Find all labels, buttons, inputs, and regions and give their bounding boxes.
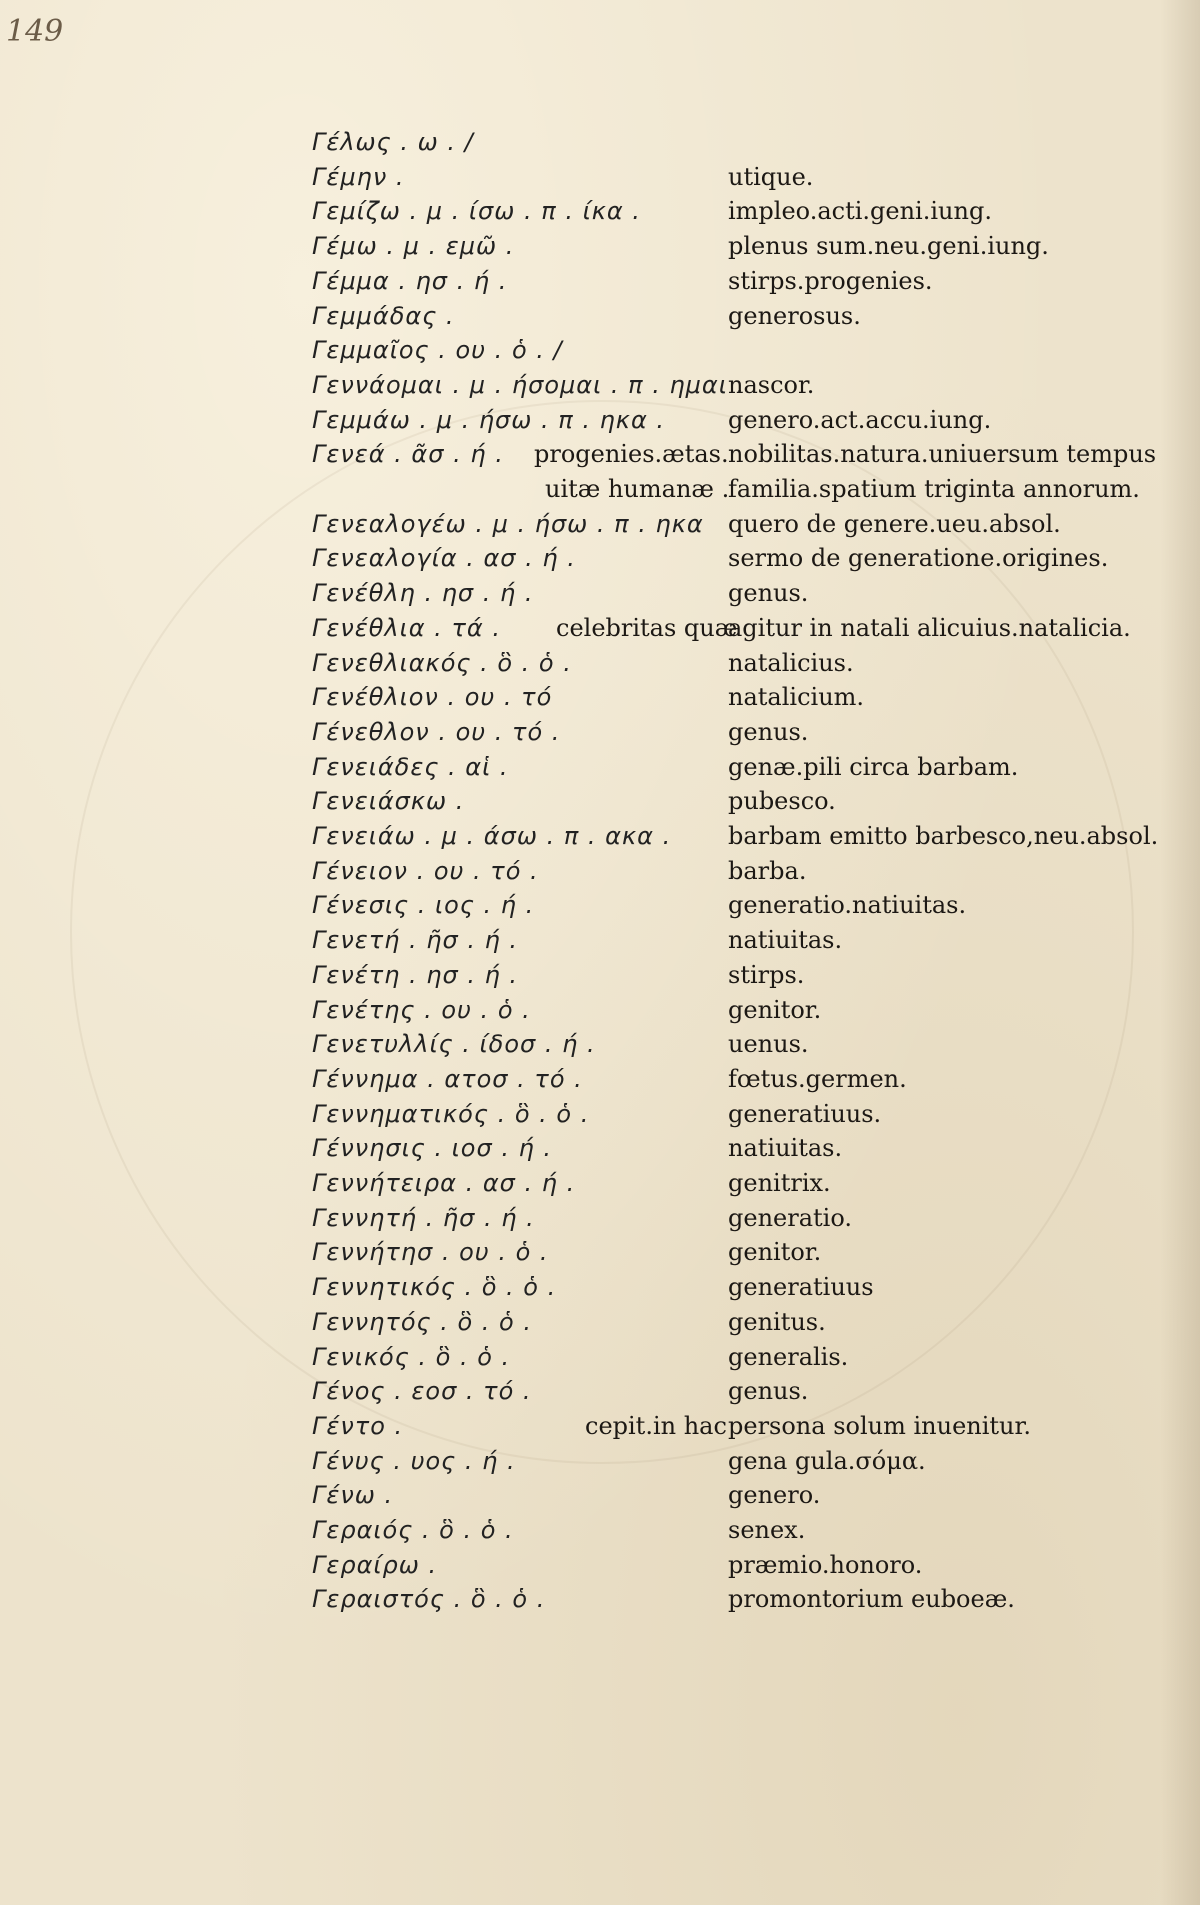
dictionary-entry [0,926,1200,961]
greek-headword: Γενέθλιον . ου . τό [312,683,553,711]
greek-headword: Γένος . εοσ . τό . [312,1377,532,1405]
dictionary-entry [0,128,1200,163]
dictionary-entry [0,753,1200,788]
latin-gloss: uenus. [728,1030,809,1058]
latin-gloss: generatiuus. [728,1100,882,1128]
latin-gloss: generatio.natiuitas. [728,891,967,919]
dictionary-entry [0,544,1200,579]
greek-headword: Γενεθλιακός . ὃ . ὁ . [312,649,572,677]
greek-headword: Γενεαλογία . ασ . ή . [312,544,576,572]
latin-gloss: genus. [728,718,809,746]
greek-headword: Γεμμάδας . [312,302,455,330]
dictionary-entry [0,406,1200,441]
greek-headword: Γέμω . μ . εμῶ . [312,232,515,260]
dictionary-entry [0,683,1200,718]
dictionary-entry [0,1238,1200,1273]
latin-gloss: persona solum inuenitur. [728,1412,1031,1440]
greek-headword: Γένυς . υος . ή . [312,1447,516,1475]
greek-headword: Γέντο . [312,1412,404,1440]
latin-gloss: genitor. [728,1238,822,1266]
greek-headword: Γέννησις . ιοσ . ή . [312,1134,553,1162]
greek-headword: Γέννημα . ατοσ . τό . [312,1065,583,1093]
greek-headword: Γεννήτειρα . ασ . ή . [312,1169,576,1197]
greek-headword: Γέλως . ω . / [312,128,474,156]
dictionary-entry [0,510,1200,545]
latin-gloss: natalicium. [728,683,865,711]
latin-gloss: quero de genere.ueu.absol. [728,510,1061,538]
dictionary-entry [0,1134,1200,1169]
dictionary-entry [0,232,1200,267]
dictionary-entry [0,1308,1200,1343]
dictionary-entry [0,857,1200,892]
latin-gloss: natiuitas. [728,1134,843,1162]
latin-gloss: utique. [728,163,814,191]
latin-gloss: genitrix. [728,1169,831,1197]
latin-gloss: genitor. [728,996,822,1024]
dictionary-entry [0,1481,1200,1516]
latin-gloss: impleo.acti.geni.iung. [728,197,992,225]
latin-gloss: genus. [728,579,809,607]
latin-gloss: generalis. [728,1343,849,1371]
latin-gloss: genero. [728,1481,821,1509]
greek-headword: Γενέτης . ου . ὁ . [312,996,531,1024]
folio-number: 149 [6,14,64,49]
greek-headword: Γενειάδες . αἱ . [312,753,509,781]
greek-headword: Γεμμάω . μ . ήσω . π . ηκα . [312,406,666,434]
latin-gloss: barba. [728,857,807,885]
dictionary-entry [0,579,1200,614]
dictionary-entry [0,718,1200,753]
latin-gloss: stirps.progenies. [728,267,933,295]
greek-headword: Γεννηματικός . ὃ . ὁ . [312,1100,590,1128]
latin-gloss: genæ.pili circa barbam. [728,753,1019,781]
greek-headword: Γέμμα . ησ . ή . [312,267,508,295]
latin-gloss: gena gula.σόμα. [728,1447,926,1475]
dictionary-entry [0,267,1200,302]
latin-gloss: plenus sum.neu.geni.iung. [728,232,1049,260]
latin-gloss: generatiuus [728,1273,874,1301]
latin-gloss: natiuitas. [728,926,843,954]
latin-gloss: senex. [728,1516,806,1544]
latin-gloss: generosus. [728,302,861,330]
dictionary-entry [0,440,1200,475]
dictionary-entry [0,822,1200,857]
greek-headword: Γενειάω . μ . άσω . π . ακα . [312,822,672,850]
latin-gloss: sermo de generatione.origines. [728,544,1109,572]
latin-gloss: genus. [728,1377,809,1405]
dictionary-entry [0,1169,1200,1204]
dictionary-entry [0,891,1200,926]
dictionary-entry [0,1065,1200,1100]
greek-headword: Γεννητικός . ὃ . ὁ . [312,1273,557,1301]
greek-headword: Γεννητή . ῆσ . ή . [312,1204,535,1232]
greek-headword: Γένεθλον . ου . τό . [312,718,561,746]
dictionary-entry [0,475,1200,510]
greek-headword: Γενέτη . ησ . ή . [312,961,519,989]
dictionary-entry [0,996,1200,1031]
greek-headword: Γεμίζω . μ . ίσω . π . ίκα . [312,197,641,225]
greek-headword: Γεννάομαι . μ . ήσομαι . π . ημαι . [312,371,746,399]
greek-headword: Γεραίρω . [312,1551,438,1579]
greek-headword: Γεννητός . ὃ . ὁ . [312,1308,532,1336]
latin-gloss: genero.act.accu.iung. [728,406,992,434]
latin-gloss: generatio. [728,1204,852,1232]
latin-gloss: præmio.honoro. [728,1551,923,1579]
dictionary-entry [0,371,1200,406]
latin-gloss: nobilitas.natura.uniuersum tempus [728,440,1157,468]
dictionary-entry [0,614,1200,649]
latin-gloss: familia.spatium triginta annorum. [728,475,1140,503]
dictionary-entry [0,1030,1200,1065]
dictionary-entry [0,1204,1200,1239]
dictionary-entry [0,1447,1200,1482]
greek-headword: Γένειον . ου . τό . [312,857,539,885]
greek-headword: Γένω . [312,1481,394,1509]
dictionary-entry [0,961,1200,996]
greek-headword: Γενεαλογέω . μ . ήσω . π . ηκα [312,510,704,538]
greek-headword: Γεμμαῖος . ου . ὁ . / [312,336,563,364]
latin-gloss: nascor. [728,371,815,399]
greek-headword: Γεραιστός . ὃ . ὁ . [312,1585,546,1613]
dictionary-entry [0,1585,1200,1620]
greek-headword: Γενειάσκω . [312,787,465,815]
latin-gloss: genitus. [728,1308,826,1336]
latin-gloss: promontorium euboeæ. [728,1585,1015,1613]
greek-headword: Γενικός . ὃ . ὁ . [312,1343,511,1371]
latin-gloss: barbam emitto barbesco,neu.absol. [728,822,1159,850]
dictionary-entry [0,649,1200,684]
latin-gloss-lead: uitæ humanæ . [545,475,730,503]
dictionary-entry [0,1100,1200,1135]
greek-headword: Γεραιός . ὃ . ὁ . [312,1516,514,1544]
latin-gloss: agitur in natali alicuius.natalicia. [728,614,1131,642]
latin-gloss-lead: cepit.in hac [585,1412,727,1440]
latin-gloss: pubesco. [728,787,836,815]
dictionary-entry [0,1516,1200,1551]
dictionary-entry [0,163,1200,198]
latin-gloss: fœtus.germen. [728,1065,907,1093]
greek-headword: Γενεά . ᾶσ . ή . [312,440,504,468]
greek-headword: Γενετή . ῆσ . ή . [312,926,519,954]
greek-headword: Γενετυλλίς . ίδοσ . ή . [312,1030,596,1058]
dictionary-entry [0,1412,1200,1447]
greek-headword: Γενέθλη . ησ . ή . [312,579,534,607]
dictionary-entry [0,1343,1200,1378]
dictionary-entry [0,197,1200,232]
dictionary-entry [0,1377,1200,1412]
greek-headword: Γενέθλια . τά . [312,614,501,642]
greek-headword: Γένεσις . ιος . ή . [312,891,535,919]
dictionary-entry [0,302,1200,337]
latin-gloss: stirps. [728,961,805,989]
latin-gloss-lead: progenies.ætas. [534,440,729,468]
dictionary-entry [0,787,1200,822]
latin-gloss-lead: celebritas quæ [556,614,738,642]
greek-headword: Γεννήτησ . ου . ὁ . [312,1238,549,1266]
latin-gloss: natalicius. [728,649,854,677]
greek-headword: Γέμην . [312,163,405,191]
dictionary-entry [0,1273,1200,1308]
dictionary-entry [0,1551,1200,1586]
dictionary-entry [0,336,1200,371]
